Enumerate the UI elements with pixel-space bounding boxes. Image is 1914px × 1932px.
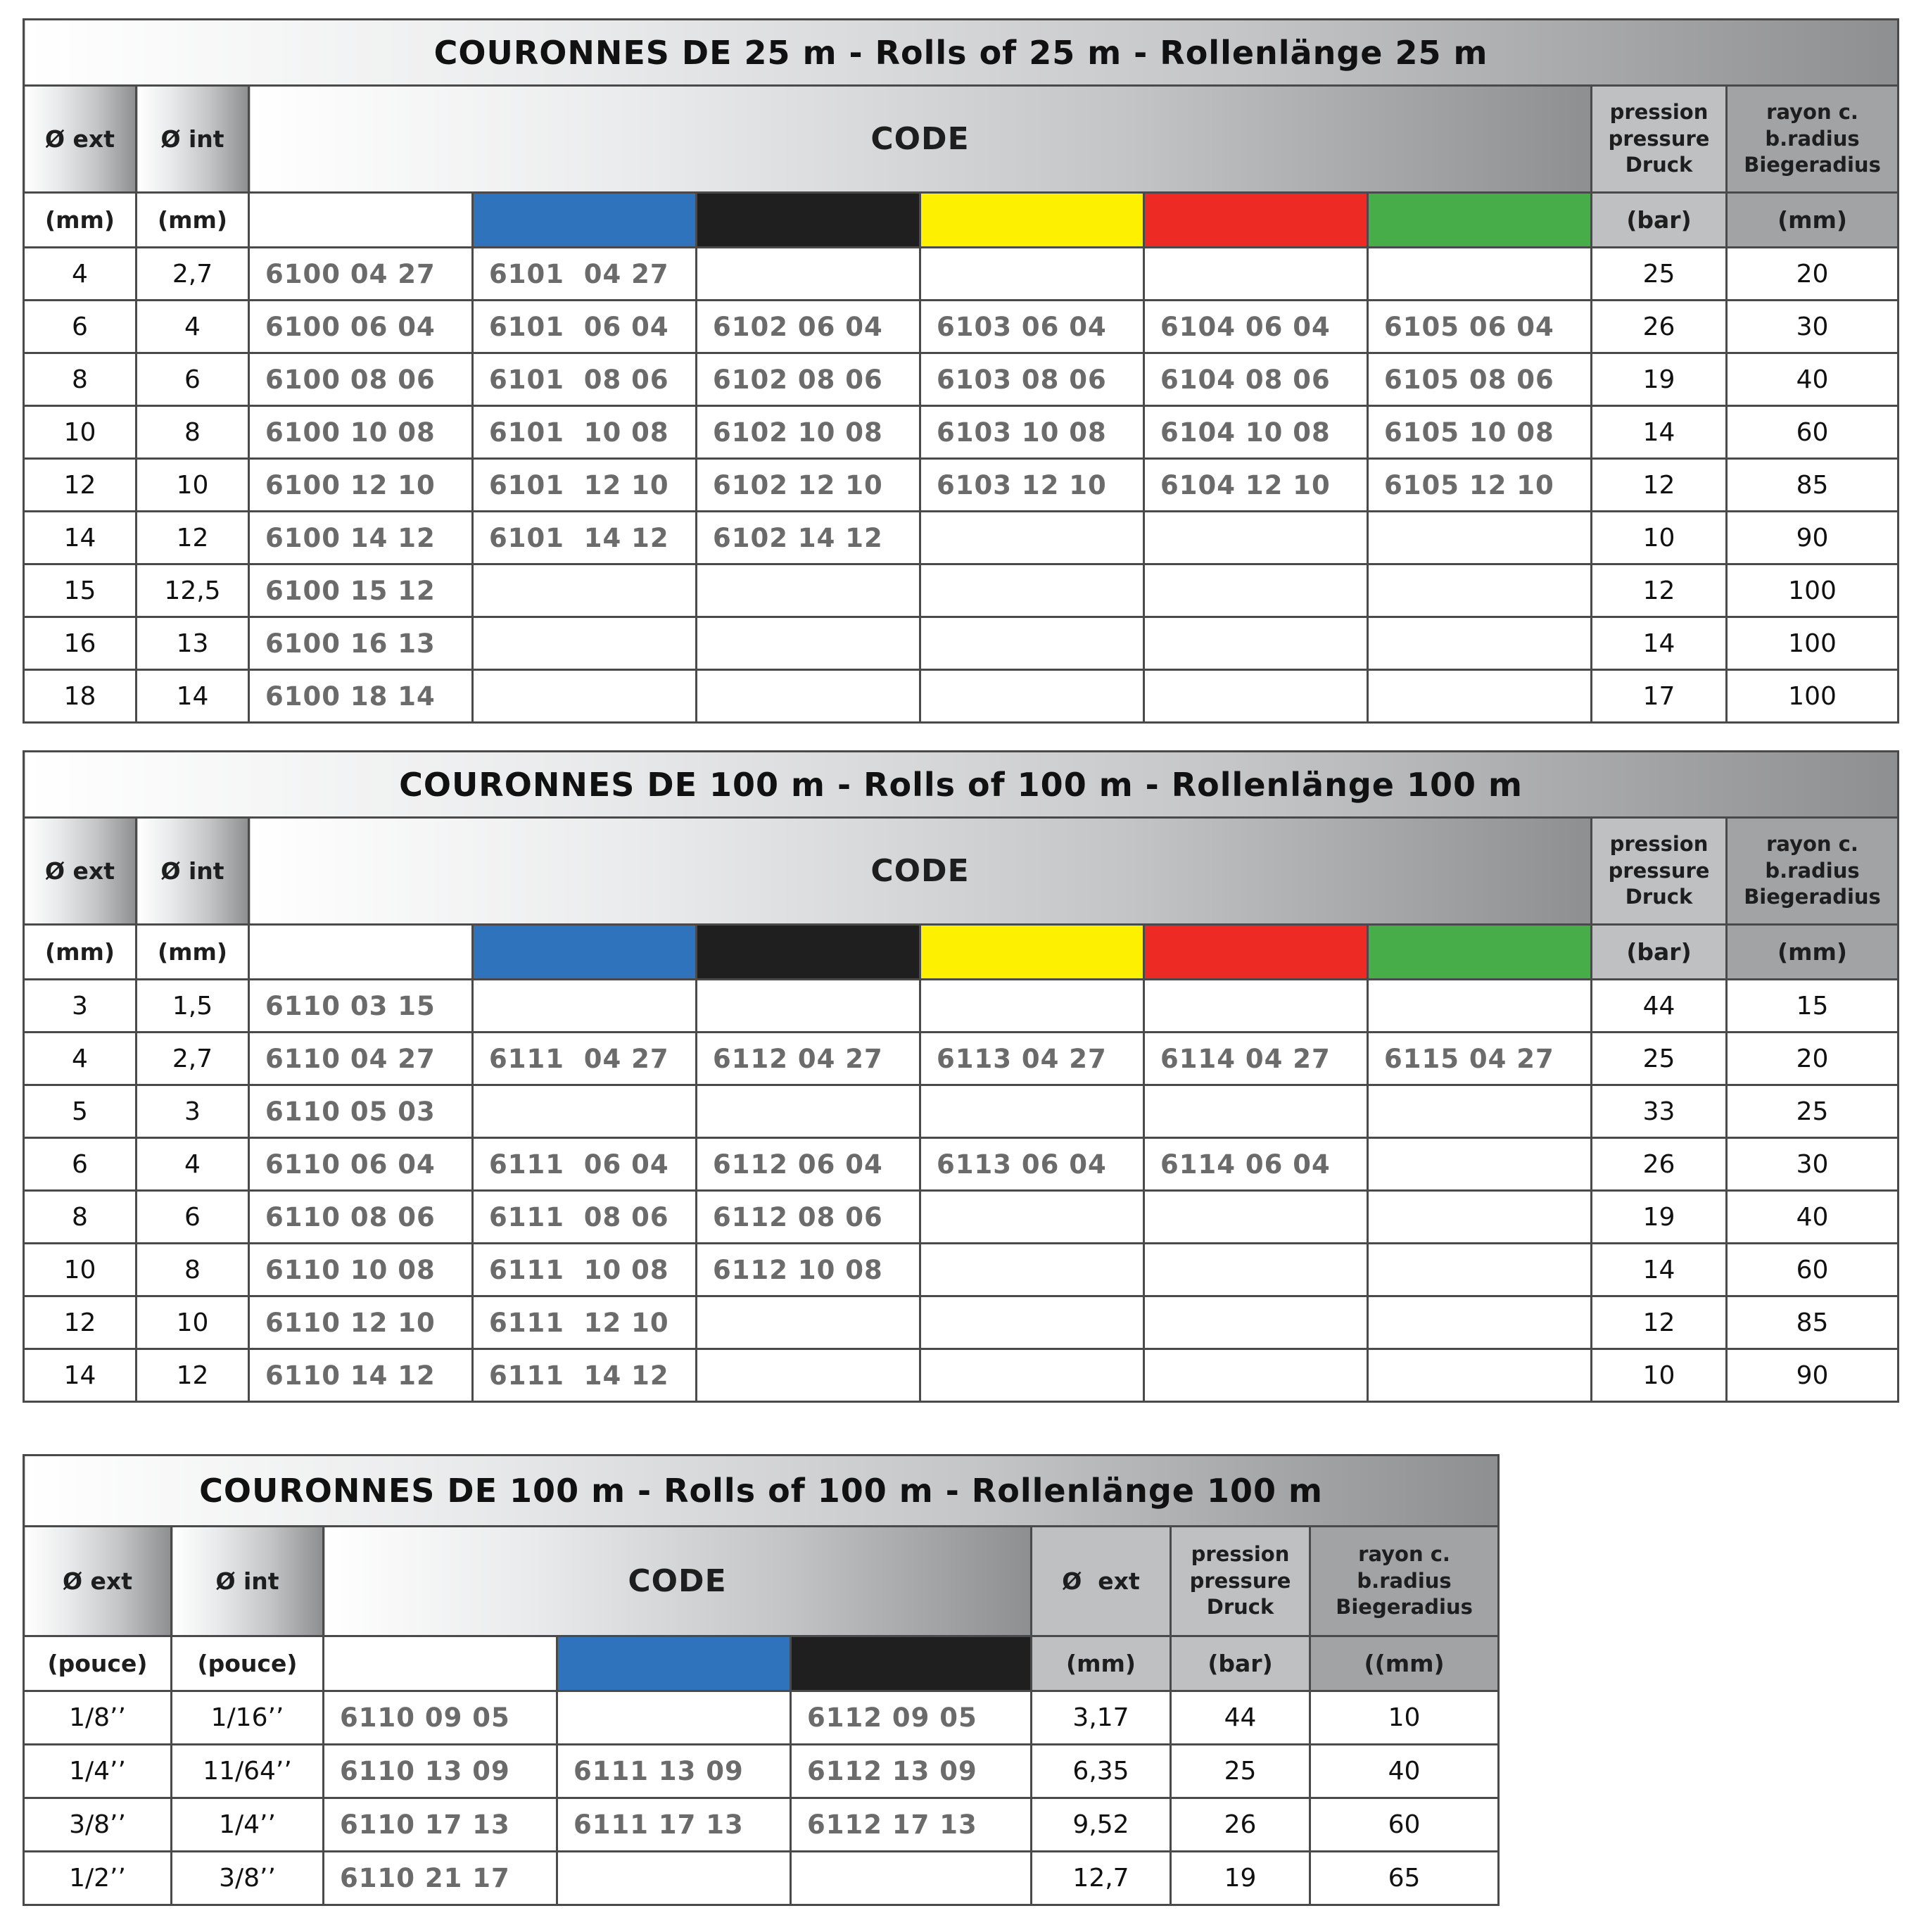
bend-radius-cell: 60 — [1727, 1244, 1899, 1296]
product-code-cell: 6101 12 10 — [473, 459, 697, 512]
pressure-cell: 26 — [1592, 301, 1727, 353]
int-diameter-cell: 3 — [137, 1085, 249, 1138]
product-code-cell — [920, 1244, 1144, 1296]
product-code-cell: 6111 04 27 — [473, 1033, 697, 1085]
product-code-cell: 6112 04 27 — [697, 1033, 920, 1085]
table-row — [24, 1798, 1499, 1852]
unit-radius: (mm) — [1727, 925, 1899, 980]
pressure-cell: 25 — [1171, 1745, 1310, 1798]
header-pressure: pression pressure Druck — [1171, 1527, 1310, 1636]
header-pressure: pression pressure Druck — [1592, 818, 1727, 925]
header-code: CODE — [324, 1527, 1032, 1636]
header-bend-radius: rayon c. b.radius Biegeradius — [1727, 818, 1899, 925]
product-code-cell — [1144, 1244, 1368, 1296]
product-code-cell — [697, 980, 920, 1033]
product-code-cell: 6110 05 03 — [249, 1085, 473, 1138]
table-row — [24, 1138, 1899, 1191]
unit-pressure: (bar) — [1592, 925, 1727, 980]
product-code-cell — [557, 1852, 791, 1905]
header-ext-diameter: Ø ext — [24, 818, 137, 925]
product-code-cell: 6111 14 12 — [473, 1349, 697, 1402]
product-code-cell — [473, 617, 697, 670]
header-int-diameter: Ø int — [137, 818, 249, 925]
rolls-100m-mm-table — [23, 750, 1899, 1403]
product-code-cell — [697, 670, 920, 723]
ext-diameter-cell: 6 — [24, 1138, 137, 1191]
product-code-cell: 6110 12 10 — [249, 1296, 473, 1349]
product-code-cell: 6110 09 05 — [324, 1691, 557, 1745]
product-code-cell — [697, 564, 920, 617]
int-diameter-cell: 6 — [137, 353, 249, 406]
table-row — [24, 301, 1899, 353]
bend-radius-cell: 60 — [1310, 1798, 1499, 1852]
color-swatch-green — [1368, 925, 1592, 980]
color-swatch-blue — [557, 1636, 791, 1691]
product-code-cell: 6102 08 06 — [697, 353, 920, 406]
product-code-cell: 6105 08 06 — [1368, 353, 1592, 406]
unit-radius: (mm) — [1727, 193, 1899, 248]
table-title: COURONNES DE 25 m - Rolls of 25 m - Rollenlänge 25 m — [24, 20, 1899, 86]
table-row — [24, 1691, 1499, 1745]
bend-radius-cell: 100 — [1727, 564, 1899, 617]
table-row — [24, 406, 1899, 459]
product-code-cell: 6102 12 10 — [697, 459, 920, 512]
product-code-cell — [1368, 564, 1592, 617]
pressure-cell: 14 — [1592, 1244, 1727, 1296]
product-code-cell: 6111 12 10 — [473, 1296, 697, 1349]
int-diameter-cell: 13 — [137, 617, 249, 670]
product-code-cell — [1368, 1349, 1592, 1402]
color-swatch-green — [1368, 193, 1592, 248]
product-code-cell: 6112 17 13 — [791, 1798, 1032, 1852]
product-code-cell — [1368, 512, 1592, 564]
bend-radius-cell: 15 — [1727, 980, 1899, 1033]
product-code-cell: 6111 06 04 — [473, 1138, 697, 1191]
int-diameter-cell: 14 — [137, 670, 249, 723]
product-code-cell: 6110 08 06 — [249, 1191, 473, 1244]
product-code-cell: 6110 10 08 — [249, 1244, 473, 1296]
int-diameter-cell: 1/16’’ — [172, 1691, 324, 1745]
product-code-cell — [1368, 1085, 1592, 1138]
product-code-cell: 6111 10 08 — [473, 1244, 697, 1296]
ext-diameter-cell: 14 — [24, 512, 137, 564]
color-swatch-white — [324, 1636, 557, 1691]
int-diameter-cell: 1,5 — [137, 980, 249, 1033]
ext-diameter-cell: 12 — [24, 1296, 137, 1349]
ext-diameter-cell: 8 — [24, 1191, 137, 1244]
pressure-cell: 14 — [1592, 406, 1727, 459]
bend-radius-cell: 100 — [1727, 670, 1899, 723]
header-bend-radius: rayon c. b.radius Biegeradius — [1727, 86, 1899, 193]
int-diameter-cell: 10 — [137, 459, 249, 512]
int-diameter-cell: 6 — [137, 1191, 249, 1244]
color-swatch-white — [249, 193, 473, 248]
header-ext-diameter-mm: Ø ext — [1032, 1527, 1171, 1636]
ext-diameter-cell: 4 — [24, 248, 137, 301]
unit-ext-mm: (mm) — [1032, 1636, 1171, 1691]
product-code-cell: 6104 06 04 — [1144, 301, 1368, 353]
rolls-100m-inch-table — [23, 1454, 1500, 1906]
product-code-cell: 6102 06 04 — [697, 301, 920, 353]
int-diameter-cell: 1/4’’ — [172, 1798, 324, 1852]
product-code-cell: 6111 17 13 — [557, 1798, 791, 1852]
product-code-cell — [1144, 512, 1368, 564]
product-code-cell — [1368, 248, 1592, 301]
header-ext-diameter: Ø ext — [24, 86, 137, 193]
bend-radius-cell: 90 — [1727, 512, 1899, 564]
rolls-25m-table — [23, 18, 1899, 724]
product-code-cell — [1144, 980, 1368, 1033]
product-code-cell: 6104 12 10 — [1144, 459, 1368, 512]
ext-diameter-mm-cell: 3,17 — [1032, 1691, 1171, 1745]
product-code-cell: 6110 03 15 — [249, 980, 473, 1033]
header-pressure: pression pressure Druck — [1592, 86, 1727, 193]
table-row — [24, 670, 1899, 723]
table-row — [24, 1296, 1899, 1349]
color-swatch-black — [697, 925, 920, 980]
int-diameter-cell: 10 — [137, 1296, 249, 1349]
product-code-cell: 6100 16 13 — [249, 617, 473, 670]
int-diameter-cell: 8 — [137, 1244, 249, 1296]
bend-radius-cell: 60 — [1727, 406, 1899, 459]
bend-radius-cell: 20 — [1727, 1033, 1899, 1085]
header-code: CODE — [249, 818, 1592, 925]
product-code-cell: 6113 04 27 — [920, 1033, 1144, 1085]
int-diameter-cell: 12 — [137, 1349, 249, 1402]
product-code-cell: 6101 04 27 — [473, 248, 697, 301]
pressure-cell: 12 — [1592, 459, 1727, 512]
color-swatch-yellow — [920, 925, 1144, 980]
header-code: CODE — [249, 86, 1592, 193]
product-code-cell: 6112 06 04 — [697, 1138, 920, 1191]
product-code-cell — [473, 1085, 697, 1138]
product-code-cell: 6114 04 27 — [1144, 1033, 1368, 1085]
header-bend-radius: rayon c. b.radius Biegeradius — [1310, 1527, 1499, 1636]
table-row — [24, 1244, 1899, 1296]
product-code-cell — [920, 512, 1144, 564]
product-code-cell: 6110 04 27 — [249, 1033, 473, 1085]
pressure-cell: 26 — [1592, 1138, 1727, 1191]
product-code-cell — [920, 564, 1144, 617]
ext-diameter-cell: 3 — [24, 980, 137, 1033]
color-swatch-black — [791, 1636, 1032, 1691]
product-code-cell — [697, 1296, 920, 1349]
pressure-cell: 19 — [1592, 353, 1727, 406]
product-code-cell: 6103 08 06 — [920, 353, 1144, 406]
product-code-cell: 6110 21 17 — [324, 1852, 557, 1905]
product-code-cell: 6115 04 27 — [1368, 1033, 1592, 1085]
product-code-cell — [920, 248, 1144, 301]
int-diameter-cell: 4 — [137, 301, 249, 353]
table-row — [24, 248, 1899, 301]
pressure-cell: 25 — [1592, 248, 1727, 301]
pressure-cell: 10 — [1592, 1349, 1727, 1402]
ext-diameter-mm-cell: 6,35 — [1032, 1745, 1171, 1798]
product-code-cell: 6100 04 27 — [249, 248, 473, 301]
table-row — [24, 459, 1899, 512]
product-code-cell: 6112 10 08 — [697, 1244, 920, 1296]
product-code-cell: 6110 06 04 — [249, 1138, 473, 1191]
table-row — [24, 1191, 1899, 1244]
ext-diameter-cell: 12 — [24, 459, 137, 512]
product-code-cell: 6104 10 08 — [1144, 406, 1368, 459]
pressure-cell: 19 — [1592, 1191, 1727, 1244]
product-code-cell — [920, 670, 1144, 723]
product-code-cell: 6101 14 12 — [473, 512, 697, 564]
table-row — [24, 980, 1899, 1033]
pressure-cell: 44 — [1592, 980, 1727, 1033]
unit-ext: (pouce) — [24, 1636, 172, 1691]
bend-radius-cell: 10 — [1310, 1691, 1499, 1745]
product-code-cell — [1368, 1296, 1592, 1349]
bend-radius-cell: 90 — [1727, 1349, 1899, 1402]
ext-diameter-cell: 5 — [24, 1085, 137, 1138]
product-code-cell: 6110 17 13 — [324, 1798, 557, 1852]
bend-radius-cell: 40 — [1310, 1745, 1499, 1798]
pressure-cell: 17 — [1592, 670, 1727, 723]
product-code-cell: 6112 08 06 — [697, 1191, 920, 1244]
unit-pressure: (bar) — [1592, 193, 1727, 248]
product-code-cell: 6100 06 04 — [249, 301, 473, 353]
product-code-cell: 6100 14 12 — [249, 512, 473, 564]
bend-radius-cell: 40 — [1727, 1191, 1899, 1244]
table-row — [24, 1745, 1499, 1798]
product-code-cell: 6105 06 04 — [1368, 301, 1592, 353]
ext-diameter-cell: 3/8’’ — [24, 1798, 172, 1852]
product-code-cell — [473, 564, 697, 617]
product-code-cell — [1144, 1349, 1368, 1402]
int-diameter-cell: 8 — [137, 406, 249, 459]
product-code-cell — [920, 1296, 1144, 1349]
table-row — [24, 1852, 1499, 1905]
unit-pressure: (bar) — [1171, 1636, 1310, 1691]
product-code-cell — [920, 1191, 1144, 1244]
int-diameter-cell: 12 — [137, 512, 249, 564]
color-swatch-red — [1144, 925, 1368, 980]
product-code-cell — [920, 980, 1144, 1033]
ext-diameter-cell: 1/4’’ — [24, 1745, 172, 1798]
table-row — [24, 617, 1899, 670]
ext-diameter-cell: 10 — [24, 1244, 137, 1296]
product-code-cell: 6112 09 05 — [791, 1691, 1032, 1745]
unit-ext: (mm) — [24, 193, 137, 248]
color-swatch-white — [249, 925, 473, 980]
table-title: COURONNES DE 100 m - Rolls of 100 m - Rollenlänge 100 m — [24, 752, 1899, 818]
int-diameter-cell: 12,5 — [137, 564, 249, 617]
product-code-cell — [697, 1085, 920, 1138]
table-row — [24, 353, 1899, 406]
product-code-cell — [1144, 1296, 1368, 1349]
table-row — [24, 1033, 1899, 1085]
int-diameter-cell: 3/8’’ — [172, 1852, 324, 1905]
int-diameter-cell: 4 — [137, 1138, 249, 1191]
product-code-cell — [1144, 564, 1368, 617]
product-code-cell — [1368, 1244, 1592, 1296]
header-ext-diameter: Ø ext — [24, 1527, 172, 1636]
pressure-cell: 19 — [1171, 1852, 1310, 1905]
int-diameter-cell: 11/64’’ — [172, 1745, 324, 1798]
product-code-cell — [557, 1691, 791, 1745]
ext-diameter-mm-cell: 12,7 — [1032, 1852, 1171, 1905]
product-code-cell: 6103 12 10 — [920, 459, 1144, 512]
product-code-cell — [920, 1085, 1144, 1138]
ext-diameter-mm-cell: 9,52 — [1032, 1798, 1171, 1852]
bend-radius-cell: 30 — [1727, 301, 1899, 353]
color-swatch-yellow — [920, 193, 1144, 248]
bend-radius-cell: 25 — [1727, 1085, 1899, 1138]
unit-ext: (mm) — [24, 925, 137, 980]
ext-diameter-cell: 18 — [24, 670, 137, 723]
product-code-cell: 6101 06 04 — [473, 301, 697, 353]
product-code-cell: 6102 14 12 — [697, 512, 920, 564]
product-code-cell — [1368, 617, 1592, 670]
table-row — [24, 564, 1899, 617]
product-code-cell — [473, 980, 697, 1033]
product-code-cell — [1368, 670, 1592, 723]
product-code-cell: 6111 13 09 — [557, 1745, 791, 1798]
product-code-cell — [1368, 1191, 1592, 1244]
product-code-cell — [697, 248, 920, 301]
product-code-cell: 6101 10 08 — [473, 406, 697, 459]
product-code-cell — [791, 1852, 1032, 1905]
unit-radius: ((mm) — [1310, 1636, 1499, 1691]
product-code-cell: 6105 12 10 — [1368, 459, 1592, 512]
bend-radius-cell: 30 — [1727, 1138, 1899, 1191]
ext-diameter-cell: 14 — [24, 1349, 137, 1402]
pressure-cell: 12 — [1592, 564, 1727, 617]
ext-diameter-cell: 6 — [24, 301, 137, 353]
bend-radius-cell: 85 — [1727, 459, 1899, 512]
pressure-cell: 14 — [1592, 617, 1727, 670]
ext-diameter-cell: 10 — [24, 406, 137, 459]
ext-diameter-cell: 16 — [24, 617, 137, 670]
bend-radius-cell: 85 — [1727, 1296, 1899, 1349]
product-code-cell — [1144, 1085, 1368, 1138]
unit-int: (mm) — [137, 925, 249, 980]
product-code-cell — [1368, 980, 1592, 1033]
pressure-cell: 25 — [1592, 1033, 1727, 1085]
bend-radius-cell: 100 — [1727, 617, 1899, 670]
ext-diameter-cell: 4 — [24, 1033, 137, 1085]
product-code-cell: 6114 06 04 — [1144, 1138, 1368, 1191]
table-row — [24, 512, 1899, 564]
color-swatch-blue — [473, 193, 697, 248]
product-code-cell: 6110 13 09 — [324, 1745, 557, 1798]
ext-diameter-cell: 1/2’’ — [24, 1852, 172, 1905]
product-code-cell: 6100 10 08 — [249, 406, 473, 459]
product-code-cell — [697, 1349, 920, 1402]
bend-radius-cell: 65 — [1310, 1852, 1499, 1905]
product-code-cell: 6104 08 06 — [1144, 353, 1368, 406]
product-code-cell: 6102 10 08 — [697, 406, 920, 459]
table-row — [24, 1085, 1899, 1138]
bend-radius-cell: 20 — [1727, 248, 1899, 301]
product-code-cell — [1368, 1138, 1592, 1191]
pressure-cell: 44 — [1171, 1691, 1310, 1745]
ext-diameter-cell: 8 — [24, 353, 137, 406]
pressure-cell: 12 — [1592, 1296, 1727, 1349]
unit-int: (pouce) — [172, 1636, 324, 1691]
ext-diameter-cell: 15 — [24, 564, 137, 617]
pressure-cell: 10 — [1592, 512, 1727, 564]
product-code-cell: 6100 12 10 — [249, 459, 473, 512]
product-code-cell: 6103 10 08 — [920, 406, 1144, 459]
product-code-cell — [1144, 670, 1368, 723]
header-int-diameter: Ø int — [172, 1527, 324, 1636]
color-swatch-red — [1144, 193, 1368, 248]
table-title: COURONNES DE 100 m - Rolls of 100 m - Rollenlänge 100 m — [24, 1456, 1499, 1527]
product-code-cell: 6100 18 14 — [249, 670, 473, 723]
product-code-cell: 6113 06 04 — [920, 1138, 1144, 1191]
product-code-cell — [920, 617, 1144, 670]
header-int-diameter: Ø int — [137, 86, 249, 193]
color-swatch-black — [697, 193, 920, 248]
product-code-cell: 6100 08 06 — [249, 353, 473, 406]
product-code-cell — [1144, 1191, 1368, 1244]
color-swatch-blue — [473, 925, 697, 980]
product-code-cell — [1144, 617, 1368, 670]
product-code-cell: 6110 14 12 — [249, 1349, 473, 1402]
pressure-cell: 33 — [1592, 1085, 1727, 1138]
product-code-cell — [473, 670, 697, 723]
int-diameter-cell: 2,7 — [137, 248, 249, 301]
int-diameter-cell: 2,7 — [137, 1033, 249, 1085]
pressure-cell: 26 — [1171, 1798, 1310, 1852]
product-code-cell: 6105 10 08 — [1368, 406, 1592, 459]
table-row — [24, 1349, 1899, 1402]
product-code-cell: 6100 15 12 — [249, 564, 473, 617]
product-code-cell — [697, 617, 920, 670]
bend-radius-cell: 40 — [1727, 353, 1899, 406]
product-code-cell: 6101 08 06 — [473, 353, 697, 406]
unit-int: (mm) — [137, 193, 249, 248]
product-code-cell — [920, 1349, 1144, 1402]
product-code-cell — [1144, 248, 1368, 301]
product-code-cell: 6112 13 09 — [791, 1745, 1032, 1798]
ext-diameter-cell: 1/8’’ — [24, 1691, 172, 1745]
product-code-cell: 6111 08 06 — [473, 1191, 697, 1244]
product-code-cell: 6103 06 04 — [920, 301, 1144, 353]
